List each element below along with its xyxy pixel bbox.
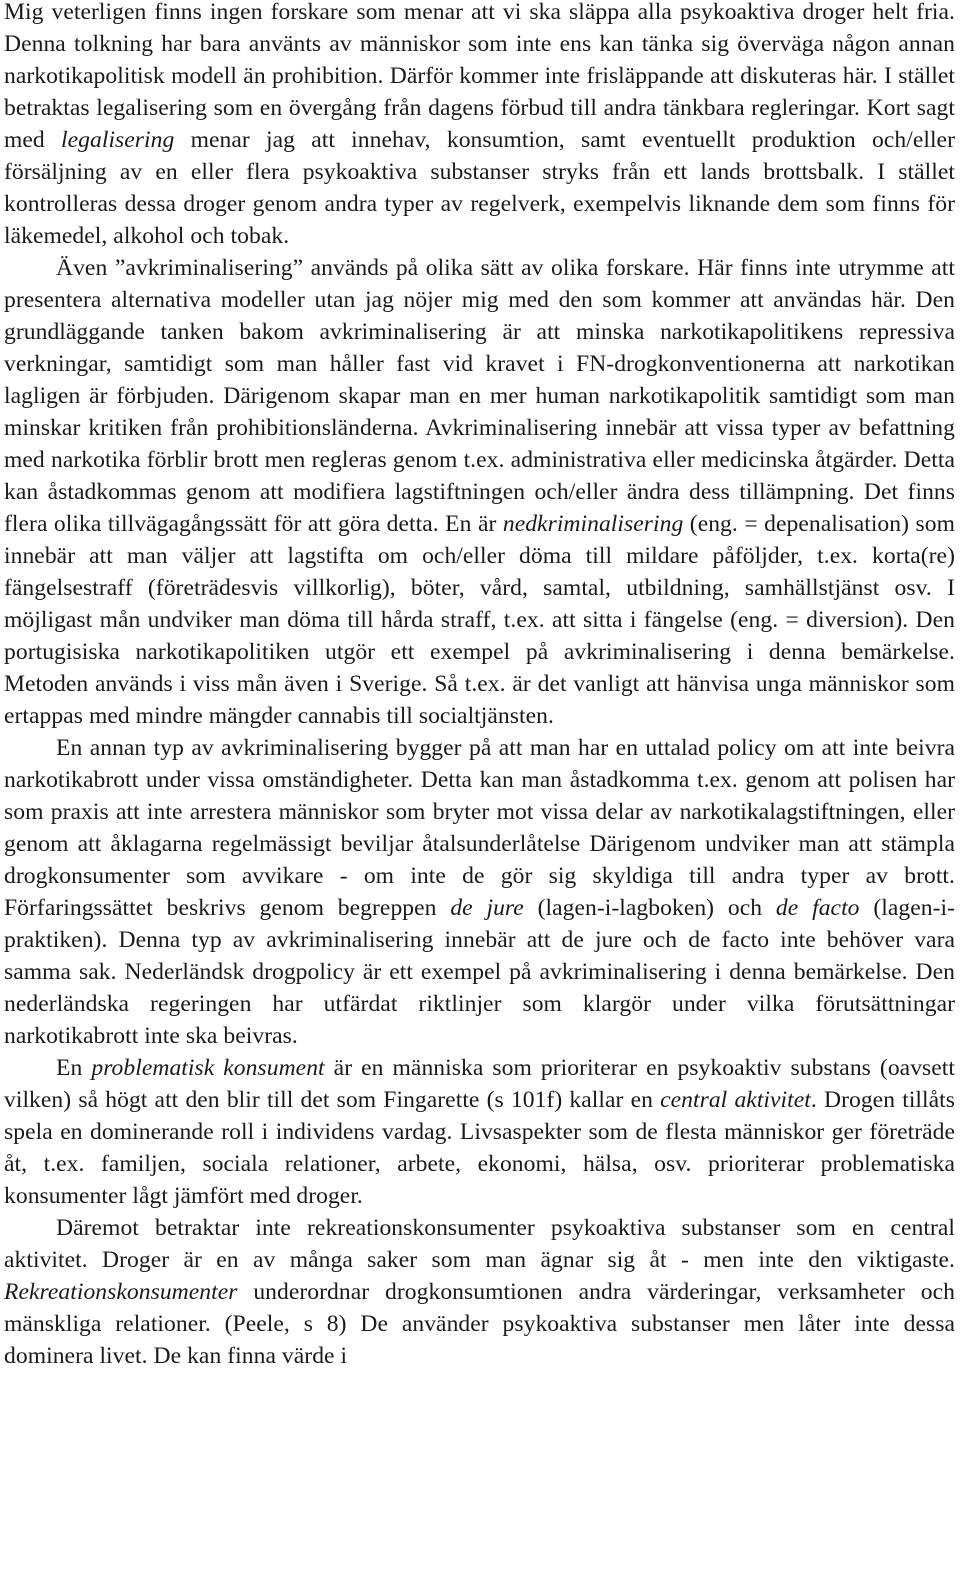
document-page [4,0,955,1372]
text-span: Däremot betraktar inte rekreationskonsumenter psykoaktiva substanser som en central aktivitet. Droger är en av många saker som man ägnar sig åt - men inte den viktigaste. [4,1215,955,1273]
italic-term: Rekreationskonsumenter [4,1279,238,1305]
italic-term: central aktivitet [660,1087,811,1113]
italic-term: legalisering [61,127,175,153]
text-span: Mig veterligen finns ingen forskare som menar att vi ska släppa alla psykoaktiva droger helt fria. Denna tolkning har bara använts av människor som inte ens kan tänka sig överväga någon annan narkotikapolitisk modell än prohibition. Därför kommer inte frisläppande att diskuteras här. I stället betraktas legalisering som en övergång från dagens förbud till andra tänkbara regleringar. Kort sagt med [4,0,955,153]
text-span: underordnar drogkonsumtionen andra värderingar, verksamheter och mänskliga relationer. (Peele, s 8) De använder psykoaktiva substanser men låter inte dessa dominera livet. De kan finna värde i [4,1279,955,1369]
text-span: menar jag att innehav, konsumtion, samt eventuellt produktion och/eller försäljning av en eller flera psykoaktiva substanser stryks från ett lands brottsbalk. I stället kontrolleras dessa droger genom andra typer av regelverk, exempelvis liknande dem som finns för läkemedel, alkohol och tobak. [4,127,955,249]
italic-term: de facto [775,895,860,921]
paragraph-2 [4,252,955,732]
text-span: Även ”avkriminalisering” används på olika sätt av olika forskare. Här finns inte utrymme att presentera alternativa modeller utan jag nöjer mig med den som kommer att användas här. Den grundläggande tanken bakom avkriminalisering är att minska narkotikapolitikens repressiva verkningar, samtidigt som man håller fast vid kravet i FN-drogkonventionerna att narkotikan lagligen är förbjuden. Därigenom skapar man en mer human narkotikapolitik samtidigt som man minskar kritiken från prohibitionsländerna. Avkriminalisering innebär att vissa typer av befattning med narkotika förblir brott men regleras genom t.ex. administrativa eller medicinska åtgärder. Detta kan åstadkommas genom att modifiera lagstiftningen och/eller ändra dess tillämpning. Det finns flera olika tillvägagångssätt för att göra detta. En är [4,255,955,537]
paragraph-4 [4,1052,955,1212]
paragraph-1 [4,0,955,252]
text-span: (eng. = depenalisation) som innebär att man väljer att lagstifta om och/eller döma till mildare påföljder, t.ex. korta(re) fängelsestraff (företrädesvis villkorlig), böter, vård, samtal, utbildning, samhällstjänst osv. I möjligast mån undviker man döma till hårda straff, t.ex. att sitta i fängelse (eng. = diversion). Den portugisiska narkotikapolitiken utgör ett exempel på avkriminalisering i denna bemärkelse. Metoden används i viss mån även i Sverige. Så t.ex. är det vanligt att hänvisa unga människor som ertappas med mindre mängder cannabis till socialtjänsten. [4,511,955,729]
text-span: . Drogen tillåts spela en dominerande roll i individens vardag. Livsaspekter som de flesta människor ger företräde åt, t.ex. familjen, sociala relationer, arbete, ekonomi, hälsa, osv. prioriterar problematiska konsumenter lågt jämfört med droger. [4,1087,955,1209]
text-span: En annan typ av avkriminalisering bygger på att man har en uttalad policy om att inte beivra narkotikabrott under vissa omständigheter. Detta kan man åstadkomma t.ex. genom att polisen har som praxis att inte arrestera människor som bryter mot vissa delar av narkotikalagstiftningen, eller genom att åklagarna regelmässigt beviljar åtalsunderlåtelse Därigenom undviker man att stämpla drogkonsumenter som avvikare - om inte de gör sig skyldiga till andra typer av brott. Förfaringssättet beskrivs genom begreppen [4,735,955,921]
paragraph-3 [4,732,955,1052]
text-span: är en människa som prioriterar en psykoaktiv substans (oavsett vilken) så högt att den blir till det som Fingarette (s 101f) kallar en [4,1055,956,1113]
italic-term: nedkriminalisering [502,511,684,537]
italic-term: de jure [450,895,524,921]
italic-term: problematisk konsument [91,1055,325,1081]
text-span: (lagen-i-lagboken) och [523,895,776,921]
text-span: (lagen-i-praktiken). Denna typ av avkriminalisering innebär att de jure och de facto inte behöver vara samma sak. Nederländsk drogpolicy är ett exempel på avkriminalisering i denna bemärkelse. Den nederländska regeringen har utfärdat riktlinjer som klargör under vilka förutsättningar narkotikabrott inte ska beivras. [4,895,956,1049]
text-span: En [56,1055,92,1081]
paragraph-5 [4,1212,955,1372]
